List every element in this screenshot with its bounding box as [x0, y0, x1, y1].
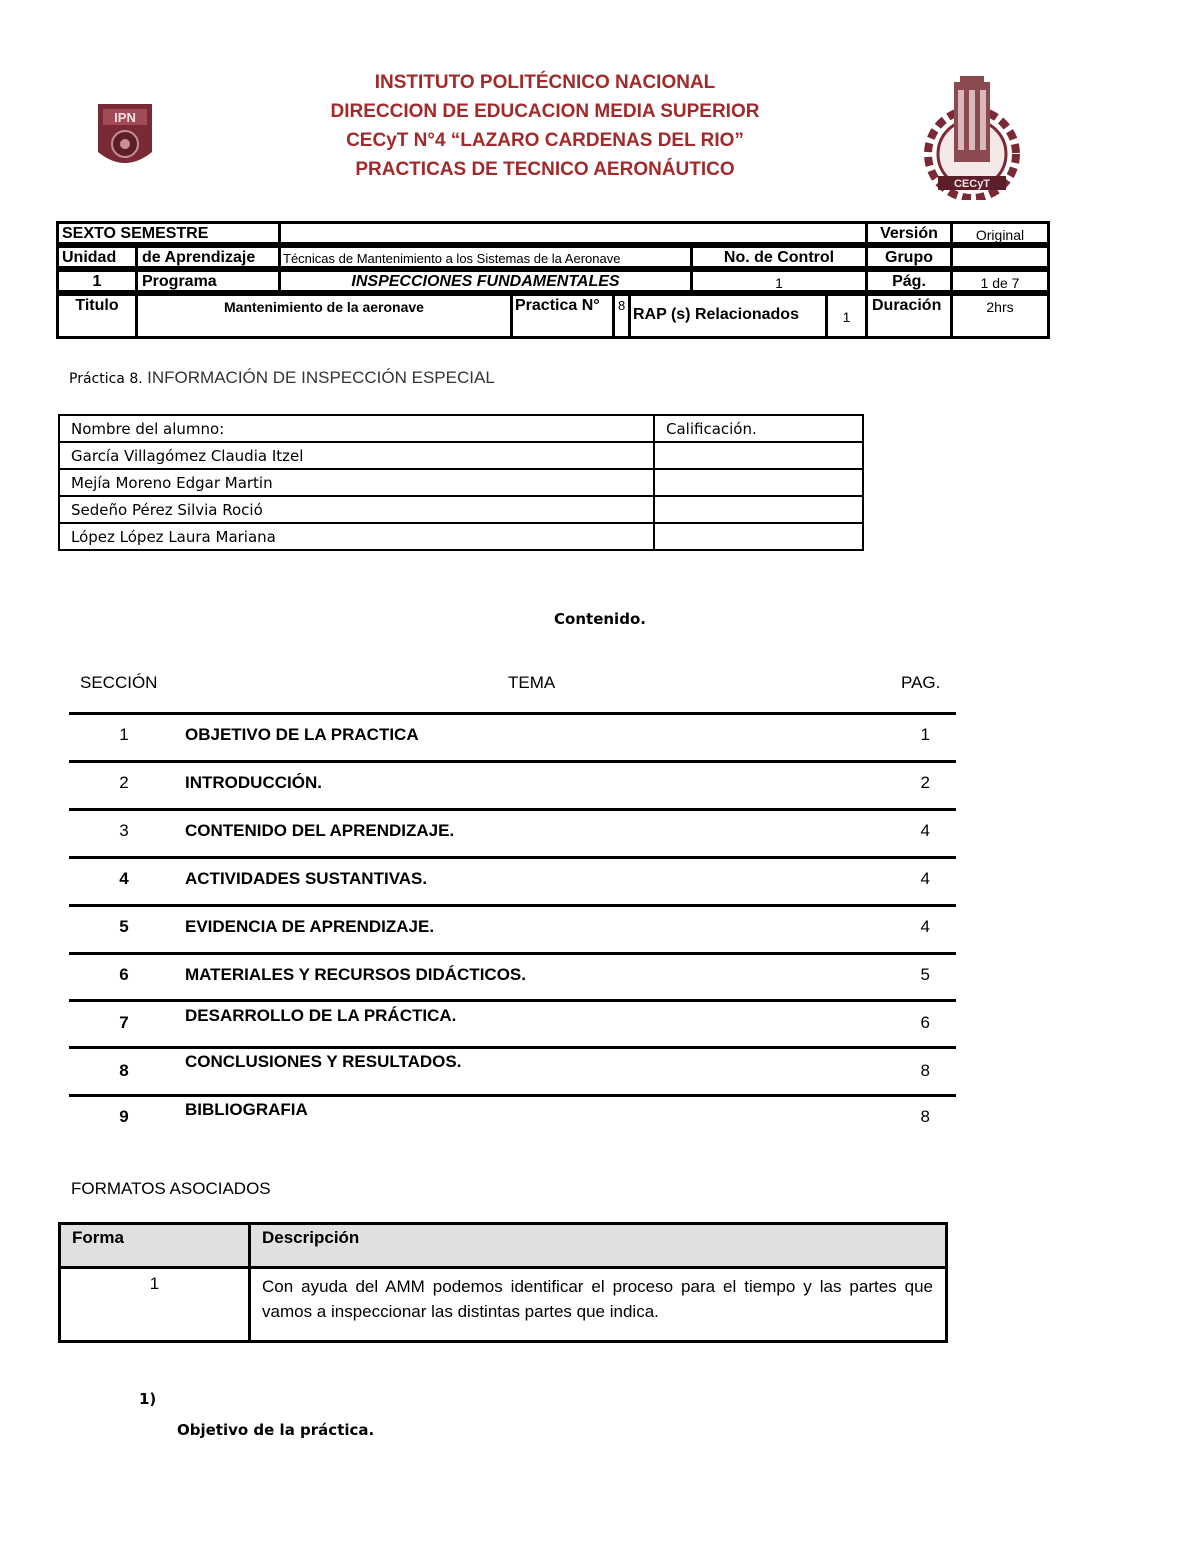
toc-page: 4 — [920, 821, 930, 840]
toc-section: 6 — [119, 965, 129, 984]
toc-section: 9 — [119, 1107, 129, 1126]
toc-row — [69, 808, 956, 858]
toc-page: 8 — [920, 1107, 930, 1126]
toc-topic: BIBLIOGRAFIA — [185, 1100, 308, 1119]
toc-page: 1 — [920, 725, 930, 744]
grade-header: Calificación. — [654, 415, 863, 442]
toc-page: 5 — [920, 965, 930, 984]
toc-page: 8 — [920, 1061, 930, 1080]
formats-table — [58, 1222, 948, 1343]
toc-section-header: SECCIÓN — [80, 673, 158, 692]
duration-label: Duración — [865, 293, 953, 339]
group-value — [950, 245, 1050, 269]
program-value: INSPECCIONES FUNDAMENTALES — [278, 269, 693, 293]
toc-topic: OBJETIVO DE LA PRACTICA — [185, 725, 419, 744]
practices-title: PRACTICAS DE TECNICO AERONÁUTICO — [355, 159, 735, 180]
duration-value: 2hrs — [950, 293, 1050, 339]
table-row — [59, 496, 863, 523]
toc-row — [69, 952, 956, 1002]
unit-label: Unidad — [56, 245, 138, 269]
semester-cell: SEXTO SEMESTRE — [56, 221, 281, 245]
contents-title: Contenido. — [554, 610, 646, 628]
table-row — [60, 1268, 947, 1342]
toc-section: 8 — [119, 1061, 129, 1080]
student-grade — [654, 523, 863, 550]
toc-section: 7 — [119, 1013, 129, 1032]
ipn-logo — [94, 100, 156, 174]
empty-header-cell — [278, 221, 868, 245]
rap-label: RAP (s) Relacionados — [628, 293, 828, 339]
toc-page: 6 — [920, 1013, 930, 1032]
toc-row — [69, 1046, 956, 1096]
toc-page: 2 — [920, 773, 930, 792]
toc-section: 4 — [119, 869, 129, 888]
toc-page: 4 — [920, 917, 930, 936]
control-label: No. de Control — [690, 245, 868, 269]
group-label: Grupo — [865, 245, 953, 269]
title-label: Titulo — [56, 293, 138, 339]
institution-title: INSTITUTO POLITÉCNICO NACIONAL — [374, 72, 716, 93]
toc-topic: DESARROLLO DE LA PRÁCTICA. — [185, 1006, 457, 1025]
toc-row — [69, 856, 956, 906]
toc-topic: MATERIALES Y RECURSOS DIDÁCTICOS. — [185, 965, 526, 984]
toc-row — [69, 760, 956, 810]
description-value: Con ayuda del AMM podemos identificar el proceso para el tiempo y las partes que vamos a inspeccionar las distintas partes que indica. — [250, 1268, 947, 1342]
student-name-header: Nombre del alumno: — [59, 415, 654, 442]
toc-row — [69, 999, 956, 1049]
student-name: López López Laura Mariana — [59, 523, 654, 550]
page-value: 1 de 7 — [950, 269, 1050, 293]
student-grade — [654, 496, 863, 523]
cecyt-logo-text: CECyT — [953, 178, 991, 190]
page-label: Pág. — [865, 269, 953, 293]
toc-topic: ACTIVIDADES SUSTANTIVAS. — [185, 869, 428, 888]
section-title: Objetivo de la práctica. — [177, 1421, 375, 1439]
program-label: Programa — [135, 269, 281, 293]
practice-label: Práctica 8. — [69, 371, 143, 387]
description-header: Descripción — [250, 1224, 947, 1268]
student-name: Mejía Moreno Edgar Martin — [59, 469, 654, 496]
formats-title: FORMATOS ASOCIADOS — [71, 1179, 271, 1198]
form-value: 1 — [60, 1268, 250, 1342]
title-value: Mantenimiento de la aeronave — [135, 293, 513, 339]
form-header: Forma — [60, 1224, 250, 1268]
toc-row — [69, 712, 956, 762]
practice-heading — [69, 368, 495, 388]
toc-section: 2 — [119, 773, 129, 792]
table-row — [59, 469, 863, 496]
learning-value: Técnicas de Mantenimiento a los Sistemas de la Aeronave — [278, 245, 693, 269]
direction-title: DIRECCION DE EDUCACION MEDIA SUPERIOR — [330, 101, 760, 122]
student-name: Sedeño Pérez Silvia Roció — [59, 496, 654, 523]
control-value: 1 — [690, 269, 868, 293]
version-value: Original — [950, 221, 1050, 245]
version-label: Versión — [865, 221, 953, 245]
practice-name: INFORMACIÓN DE INSPECCIÓN ESPECIAL — [147, 368, 495, 387]
student-grade — [654, 442, 863, 469]
toc-page: 4 — [920, 869, 930, 888]
toc-section: 3 — [119, 821, 129, 840]
toc-topic: CONCLUSIONES Y RESULTADOS. — [185, 1052, 462, 1071]
student-name: García Villagómez Claudia Itzel — [59, 442, 654, 469]
table-row — [59, 442, 863, 469]
section-number: 1) — [139, 1390, 157, 1408]
toc-topic: CONTENIDO DEL APRENDIZAJE. — [185, 821, 455, 840]
toc-topic: EVIDENCIA DE APRENDIZAJE. — [185, 917, 435, 936]
students-table — [58, 414, 864, 551]
student-grade — [654, 469, 863, 496]
toc-section: 5 — [119, 917, 129, 936]
unit-value: 1 — [56, 269, 138, 293]
toc-row — [69, 904, 956, 954]
toc-topic: INTRODUCCIÓN. — [185, 773, 322, 792]
cecyt-logo — [916, 72, 1028, 200]
school-title: CECyT N°4 “LAZARO CARDENAS DEL RIO” — [346, 130, 744, 151]
toc-section: 1 — [119, 725, 129, 744]
learning-label: de Aprendizaje — [135, 245, 281, 269]
practice-number-label: Practica N° — [510, 293, 615, 339]
toc-row — [69, 1094, 956, 1127]
toc-topic-header: TEMA — [508, 673, 556, 692]
table-row — [59, 523, 863, 550]
ipn-logo-text: IPN — [114, 110, 136, 125]
practice-number-value: 8 — [612, 293, 631, 339]
rap-value: 1 — [825, 293, 868, 339]
toc-page-header: PAG. — [901, 673, 941, 692]
